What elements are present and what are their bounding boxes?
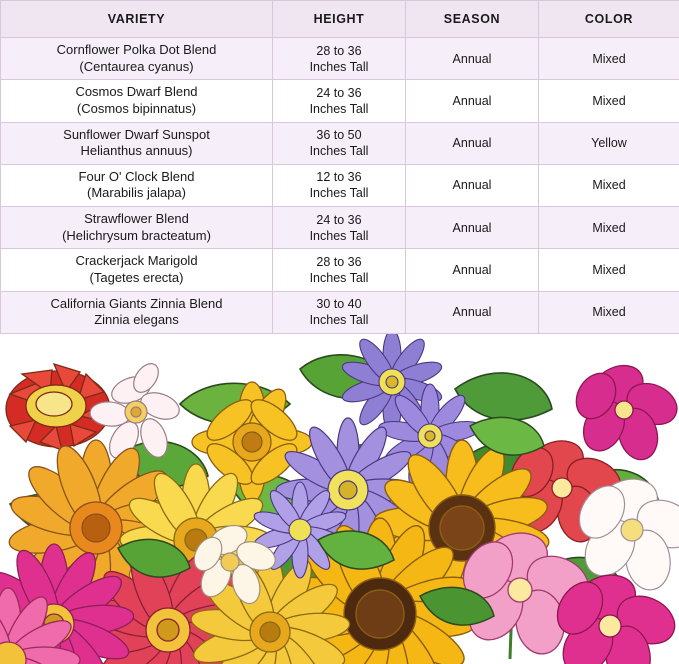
cell-height (273, 122, 406, 164)
variety-common-name: Sunflower Dwarf Sunspot (63, 127, 210, 142)
cell-color: Mixed (539, 38, 679, 80)
cell-height (273, 249, 406, 291)
cell-height (273, 38, 406, 80)
table-header-row (1, 1, 679, 38)
cell-season: Annual (406, 291, 539, 333)
height-range: 28 to 36 (316, 255, 361, 269)
table-row (1, 249, 679, 291)
table-body (1, 38, 679, 334)
flower-illustration (0, 334, 679, 664)
cell-variety (1, 291, 273, 333)
cell-variety (1, 122, 273, 164)
cell-color: Mixed (539, 249, 679, 291)
cell-color: Mixed (539, 164, 679, 206)
variety-botanical-name: Zinnia elegans (3, 312, 270, 329)
table-row (1, 122, 679, 164)
flower-bouquet-svg (0, 334, 679, 664)
cell-variety (1, 38, 273, 80)
cell-height (273, 291, 406, 333)
height-unit: Inches Tall (275, 59, 403, 75)
cell-season: Annual (406, 80, 539, 122)
table-row (1, 164, 679, 206)
cell-variety (1, 207, 273, 249)
height-unit: Inches Tall (275, 270, 403, 286)
variety-botanical-name: Helianthus annuus) (3, 143, 270, 160)
cell-color: Mixed (539, 207, 679, 249)
height-range: 28 to 36 (316, 44, 361, 58)
height-range: 30 to 40 (316, 297, 361, 311)
cell-season: Annual (406, 164, 539, 206)
height-range: 24 to 36 (316, 213, 361, 227)
variety-botanical-name: (Tagetes erecta) (3, 270, 270, 287)
variety-botanical-name: (Centaurea cyanus) (3, 59, 270, 76)
cell-height (273, 80, 406, 122)
height-range: 24 to 36 (316, 86, 361, 100)
height-range: 12 to 36 (316, 170, 361, 184)
variety-botanical-name: (Cosmos bipinnatus) (3, 101, 270, 118)
cell-season: Annual (406, 249, 539, 291)
column-header-variety: VARIETY (1, 1, 273, 38)
table-row (1, 38, 679, 80)
height-unit: Inches Tall (275, 312, 403, 328)
height-unit: Inches Tall (275, 228, 403, 244)
table-row (1, 80, 679, 122)
variety-common-name: Strawflower Blend (84, 211, 189, 226)
variety-common-name: Four O' Clock Blend (79, 169, 195, 184)
variety-botanical-name: (Helichrysum bracteatum) (3, 228, 270, 245)
cell-height (273, 164, 406, 206)
cell-color: Yellow (539, 122, 679, 164)
cell-variety (1, 164, 273, 206)
height-range: 36 to 50 (316, 128, 361, 142)
cell-height (273, 207, 406, 249)
height-unit: Inches Tall (275, 185, 403, 201)
magenta-petunia (568, 358, 679, 464)
column-header-height: HEIGHT (273, 1, 406, 38)
cell-variety (1, 249, 273, 291)
column-header-season: SEASON (406, 1, 539, 38)
cell-season: Annual (406, 38, 539, 80)
cell-color: Mixed (539, 80, 679, 122)
variety-common-name: Crackerjack Marigold (75, 253, 197, 268)
variety-common-name: California Giants Zinnia Blend (51, 296, 223, 311)
cell-variety (1, 80, 273, 122)
variety-common-name: Cornflower Polka Dot Blend (57, 42, 217, 57)
height-unit: Inches Tall (275, 101, 403, 117)
table-row (1, 207, 679, 249)
cell-season: Annual (406, 207, 539, 249)
column-header-color: COLOR (539, 1, 679, 38)
cell-season: Annual (406, 122, 539, 164)
variety-botanical-name: (Marabilis jalapa) (3, 185, 270, 202)
cell-color: Mixed (539, 291, 679, 333)
table-header (1, 1, 679, 38)
table-row (1, 291, 679, 333)
height-unit: Inches Tall (275, 143, 403, 159)
variety-common-name: Cosmos Dwarf Blend (75, 84, 197, 99)
